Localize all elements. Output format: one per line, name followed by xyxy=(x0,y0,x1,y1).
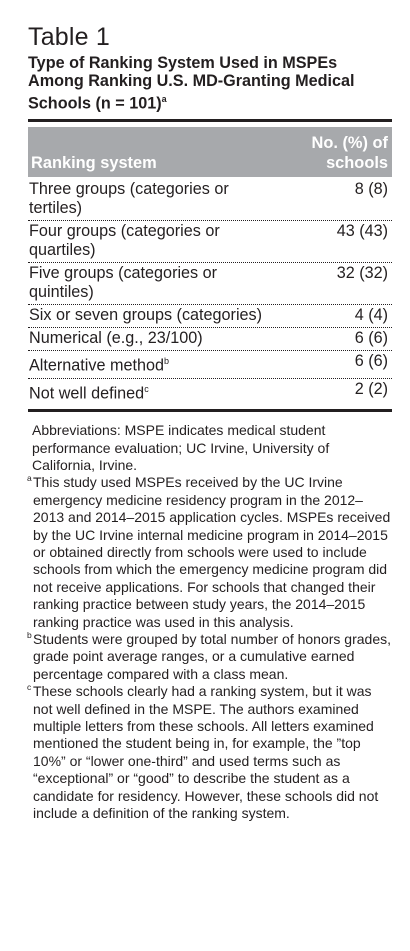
footnote-a xyxy=(28,474,392,631)
footnote-abbreviations-text: Abbreviations: MSPE indicates medical student performance evaluation; UC Irvine, University of California, Irvine. xyxy=(32,422,330,473)
row-value: 43 (43) xyxy=(336,222,388,241)
column-header-count-line1: No. (%) of xyxy=(311,134,388,153)
table-title-footnote-marker: a xyxy=(161,94,167,104)
table-row xyxy=(28,221,392,263)
row-value: 6 (6) xyxy=(354,329,388,348)
table-row xyxy=(28,305,392,328)
footnote-c xyxy=(28,683,392,822)
row-label-text: Alternative method xyxy=(29,356,164,375)
row-value: 32 (32) xyxy=(336,264,388,283)
table-header xyxy=(28,127,392,177)
column-header-count-line2: schools xyxy=(326,154,388,173)
table-title-text: Type of Ranking System Used in MSPEs Among Ranking U.S. MD-Granting Medical Schools (n = 101) xyxy=(28,54,355,113)
table-row xyxy=(28,379,392,412)
table-title xyxy=(28,54,392,122)
row-value: 8 (8) xyxy=(354,180,388,199)
footnote-b xyxy=(28,631,392,683)
row-value: 2 (2) xyxy=(354,379,388,398)
table-row xyxy=(28,328,392,351)
column-header-ranking-system: Ranking system xyxy=(31,154,157,173)
row-label: Five groups (categories or quintiles) xyxy=(29,264,218,302)
table-container xyxy=(28,0,392,823)
table-row xyxy=(28,179,392,221)
row-label: Three groups (categories or tertiles) xyxy=(29,180,229,218)
table-footnotes xyxy=(28,422,392,822)
table-label: Table 1 xyxy=(28,23,111,51)
footnote-b-text: Students were grouped by total number of honors grades, grade point average ranges, or a cumulative earned percentage compared with a class mean. xyxy=(33,631,391,682)
row-label: Four groups (categories or quartiles) xyxy=(29,222,220,260)
row-label-text: Not well defined xyxy=(29,384,145,403)
footnote-a-marker: a xyxy=(27,473,32,484)
row-label xyxy=(29,380,329,403)
row-label xyxy=(29,352,329,375)
row-label: Six or seven groups (categories) xyxy=(29,306,263,325)
table-row xyxy=(28,263,392,305)
table-row xyxy=(28,351,392,378)
row-footnote-marker: b xyxy=(163,356,169,367)
footnote-b-marker: b xyxy=(27,630,32,641)
footnote-a-text: This study used MSPEs received by the UC Irvine emergency medicine residency program in the 2012–2013 and 2014–2015 application cycles. MSPEs received by the UC Irvine internal medicine program in 2014–2015 or obtained directly from schools were used to include schools from which the emergency medicine program did not receive applications. For schools that changed their ranking practice between study years, the 2014–2015 ranking practice was used in this analysis. xyxy=(33,474,391,630)
footnote-c-text: These schools clearly had a ranking system, but it was not well defined in the MSPE. The authors examined multiple letters from these schools. All letters examined mentioned the student being in, for example, the ”top 10%” or “lower one-third” and used terms such as “exceptional” or “good” to describe the student as a candidate for residency. However, these schools did not include a definition of the ranking system. xyxy=(33,683,379,822)
row-footnote-marker: c xyxy=(144,383,149,394)
table-body xyxy=(28,179,392,412)
footnote-c-marker: c xyxy=(27,682,32,693)
row-label: Numerical (e.g., 23/100) xyxy=(29,329,203,348)
column-header-count xyxy=(312,133,388,173)
footnote-abbreviations xyxy=(28,422,392,474)
row-value: 6 (6) xyxy=(354,352,388,371)
row-value: 4 (4) xyxy=(354,306,388,325)
